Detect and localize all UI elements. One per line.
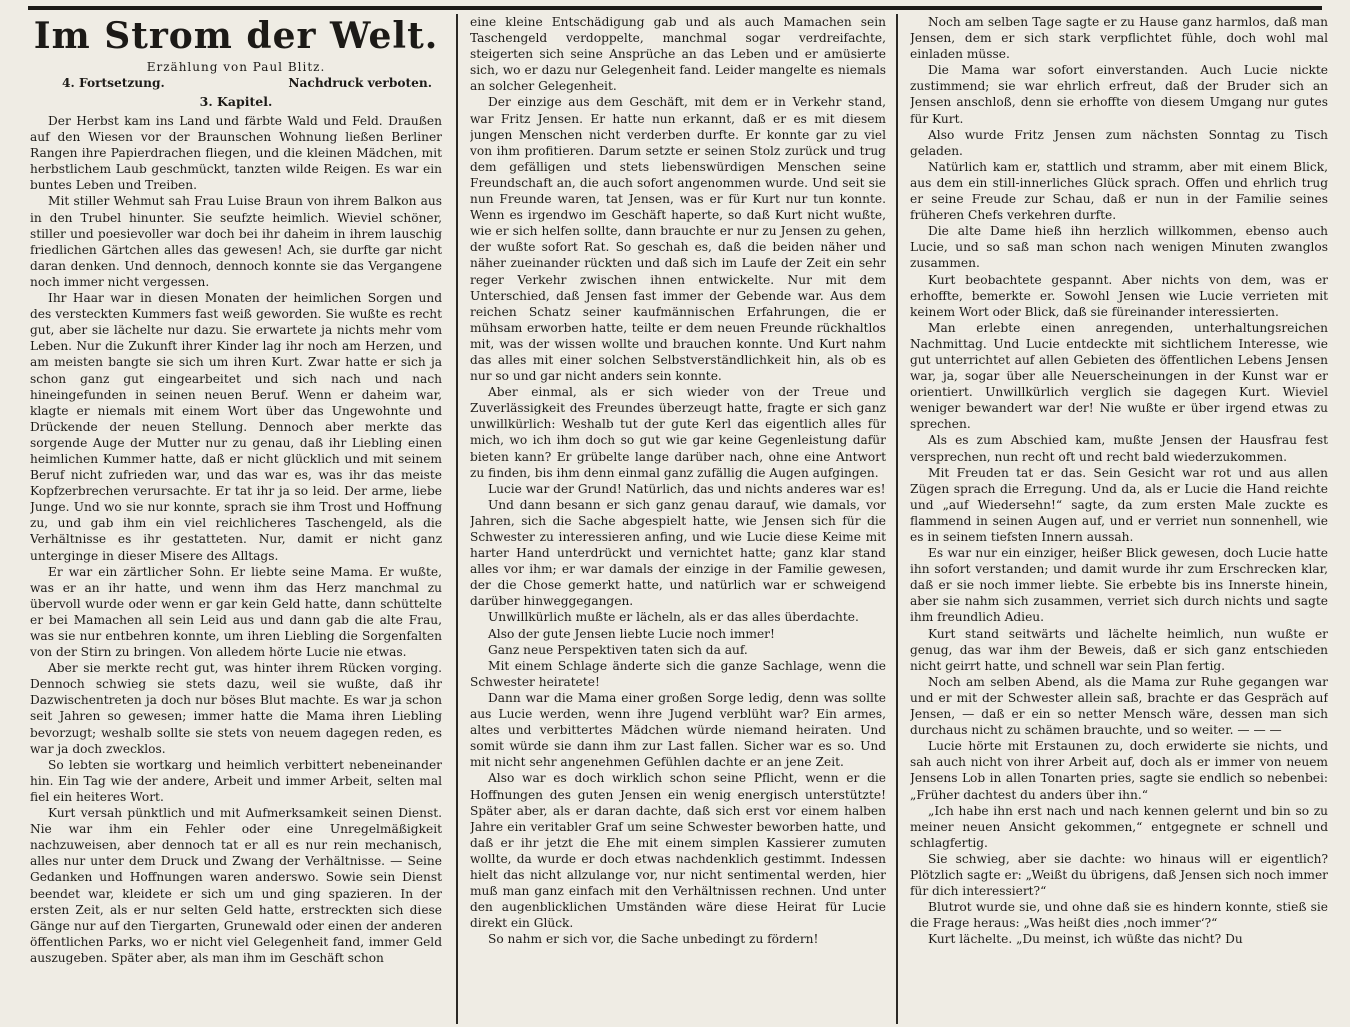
paragraph: So nahm er sich vor, die Sache unbedingt zu fördern! (488, 932, 819, 947)
paragraph: Die Mama war sofort einverstanden. Auch Lucie nickte zustimmend; sie war ehrlich erfreut, daß der Bruder sich an Jensen anschloß, denn sie erhoffte von diesem Umgang nur gutes für Kurt. (910, 63, 1328, 126)
newspaper-page (30, 14, 1330, 1024)
paragraph: Also der gute Jensen liebte Lucie noch immer! (488, 626, 775, 641)
paragraph: Natürlich kam er, stattlich und stramm, aber mit einem Blick, aus dem ein still-innerliches Glück sprach. Offen und ehrlich trug er seine Freude zur Schau, daß er nun in der Familie seines früheren Chefs verkehren durfte. (910, 159, 1328, 223)
paragraph: Sie schwieg, aber sie dachte: wo hinaus will er eigentlich? Plötzlich sagte er: „Weißt du übrigens, daß Jensen sich noch immer für dich interessiert?“ (910, 851, 1328, 899)
paragraph: Der einzige aus dem Geschäft, mit dem er in Verkehr stand, war Fritz Jensen. Er hatte nun erkannt, daß er es mit diesem jungen Menschen nicht verderben durfte. Er konnte gar zu viel von ihm profitieren. Darum setzte er seinen Stolz zurück und trug dem gefälligen und stets liebenswürdigen Menschen seine Freundschaft an, die auch sofort angenommen wurde. Und seit sie nun Freunde waren, tat Jensen, was er für Kurt nur tun konnte. Wenn es irgendwo im Geschäft haperte, so daß Kurt nicht wußte, wie er sich helfen sollte, dann brauchte er nur zu Jensen zu gehen, der wußte sofort Rat. So geschah es, daß die beiden näher und näher zueinander rückten und daß sich im Laufe der Zeit ein sehr reger Verkehr zwischen ihnen entwickelte. Nur mit dem Unterschied, daß Jensen fast immer der Gebende war. Aus dem reichen Schatz seiner kaufmännischen Erfahrungen, die er mühsam erworben hatte, teilte er dem neuen Freunde rückhaltlos mit, was der wissen wollte und brauchen konnte. Und Kurt nahm das alles mit einer solchen Selbstverständlichkeit hin, als ob es nur so und gar nicht anders sein konnte. (470, 95, 886, 384)
paragraph: Kurt beobachtete gespannt. Aber nichts von dem, was er erhoffte, bemerkte er. Sowohl Jensen wie Lucie verrieten mit keinem Wort oder Blick, daß sie füreinander interessierten. (910, 272, 1328, 319)
paragraph: Dann war die Mama einer großen Sorge ledig, denn was sollte aus Lucie werden, wenn ihre Jugend verblüht war? Ein armes, altes und verbittertes Mädchen würde niemand heiraten. Und somit würde sie dann ihm zur Last fallen. Sicher war es so. Und mit nicht sehr angenehmen Gefühlen dachte er an jene Zeit. (470, 690, 886, 770)
paragraph: Lucie war der Grund! Natürlich, das und nichts anderes war es! (488, 481, 886, 496)
paragraph: „Ich habe ihn erst nach und nach kennen gelernt und bin so zu meiner neuen Ansicht gekommen,“ entgegnete er schnell und schlagfertig. (910, 803, 1328, 850)
paragraph: Mit stiller Wehmut sah Frau Luise Braun von ihrem Balkon aus in den Trubel hinunter. Sie seufzte heimlich. Wieviel schöner, stiller und poesievoller war doch bei ihr daheim in ihrem lauschig friedlichen Gärtchen alles das gewesen! Ach, sie durfte gar nicht daran denken. Und dennoch, dennoch konnte sie das Vergangene noch immer nicht vergessen. (30, 194, 442, 289)
paragraph: Also wurde Fritz Jensen zum nächsten Sonntag zu Tisch geladen. (910, 127, 1328, 158)
article-meta (30, 75, 442, 91)
paragraph: Noch am selben Abend, als die Mama zur Ruhe gegangen war und er mit der Schwester allein saß, brachte er das Gespräch auf Jensen, — daß er ein so netter Mensch wäre, dessen man sich durchaus nicht zu schämen brauchte, und so weiter. — — — (910, 674, 1328, 738)
paragraph: Kurt lächelte. „Du meinst, ich wüßte das nicht? Du (928, 932, 1243, 947)
rights-notice: Nachdruck verboten. (288, 76, 432, 90)
paragraph: Ihr Haar war in diesen Monaten der heimlichen Sorgen und des versteckten Kummers fast weiß geworden. Sie wußte es recht gut, aber sie lächelte nur dazu. Sie erwartete ja nichts mehr vom Leben. Nur die Zukunft ihrer Kinder lag ihr noch am Herzen, und am meisten bangte sie sich um ihren Kurt. Zwar hatte er sich ja schon ganz gut eingearbeitet und sich nach und nach hineingefunden in seinen neuen Beruf. Wenn er daheim war, klagte er niemals mit einem Wort über das Ungewohnte und Drückende der neuen Stellung. Dennoch aber merkte das sorgende Auge der Mutter nur zu genau, daß ihr Liebling einen heimlichen Kummer hatte, daß er nicht glücklich und mit seinem Beruf nicht zufrieden war, und das war es, was ihr das meiste Kopfzerbrechen verursachte. Er tat ihr ja so leid. Der arme, liebe Junge. Und wo sie nur konnte, sprach sie ihm Trost und Hoffnung zu, und gab ihm ein viel reichlicheres Taschengeld, als die Verhältnisse es ihr gestatteten. Nur, damit er nicht ganz unterginge in dieser Misere des Alltags. (30, 291, 442, 563)
paragraph: Kurt versah pünktlich und mit Aufmerksamkeit seinen Dienst. Nie war ihm ein Fehler oder eine Unregelmäßigkeit nachzuweisen, aber dennoch tat er all es nur rein mechanisch, alles nur unter dem Druck und Zwang der Verhältnisse. — Seine Gedanken und Hoffnungen waren anderswo. Sowie sein Dienst beendet war, kleidete er sich um und ging spazieren. In der ersten Zeit, als er nur selten Geld hatte, erstreckten sich diese Gänge nur auf den Tiergarten, Grunewald oder einen der anderen öffentlichen Parks, wo er nicht viel Gelegenheit fand, immer Geld auszugeben. Später aber, als man ihm im Geschäft schon (30, 806, 442, 965)
column-2 (470, 14, 886, 1022)
paragraph: Mit Freuden tat er das. Sein Gesicht war rot und aus allen Zügen sprach die Erregung. Und da, als er Lucie die Hand reichte und „auf Wiedersehn!“ sagte, da zum ersten Male zuckte es flammend in seinen Augen auf, und er verriet nun sonnenhell, wie es in seinem tiefsten Innern aussah. (910, 465, 1328, 544)
installment-label: 4. Fortsetzung. (62, 76, 165, 90)
paragraph: Die alte Dame hieß ihn herzlich willkommen, ebenso auch Lucie, und so saß man schon nach wenigen Minuten zwanglos zusammen. (910, 224, 1328, 271)
paragraph: So lebten sie wortkarg und heimlich verbittert nebeneinander hin. Ein Tag wie der andere, Arbeit und immer Arbeit, selten mal fiel ein heiteres Wort. (30, 757, 442, 804)
column-1 (30, 14, 442, 1022)
paragraph: Er war ein zärtlicher Sohn. Er liebte seine Mama. Er wußte, was er an ihr hatte, und wenn ihm das Herz manchmal zu übervoll wurde oder wenn er gar kein Geld hatte, dann schüttelte er bei Mamachen all sein Leid aus und dann gab die alte Frau, was sie nur entbehren konnte, um ihren Liebling die Sorgenfalten von der Stirn zu bringen. Von alledem hörte Lucie nie etwas. (30, 564, 442, 660)
paragraph: Man erlebte einen anregenden, unterhaltungsreichen Nachmittag. Und Lucie entdeckte mit sichtlichem Interesse, wie gut unterrichtet auf allen Gebieten des öffentlichen Lebens Jensen war, ja, sogar über alle Neuerscheinungen in der Kunst war er orientiert. Unwillkürlich verglich sie dagegen Kurt. Wieviel weniger bewandert war der! Nie wußte er über irgend etwas zu sprechen. (910, 320, 1328, 432)
paragraph: Aber einmal, als er sich wieder von der Treue und Zuverlässigkeit des Freundes überzeugt hatte, fragte er sich ganz unwillkürlich: Weshalb tut der gute Kerl das eigentlich alles für mich, wo ich ihm doch so gut wie gar keine Gegenleistung dafür bieten kann? Er grübelte lange darüber nach, ohne eine Antwort zu finden, bis ihm denn einmal ganz zufällig die Augen aufgingen. (470, 385, 886, 480)
paragraph: Unwillkürlich mußte er lächeln, als er das alles überdachte. (488, 610, 859, 625)
column-rule (456, 14, 458, 1024)
article-subtitle: Erzählung von Paul Blitz. (146, 60, 326, 74)
paragraph: Also war es doch wirklich schon seine Pflicht, wenn er die Hoffnungen des guten Jensen ein wenig energisch unterstützte! Später aber, als er daran dachte, daß sich erst vor einem halben Jahre ein veritabler Graf um seine Schwester beworben hatte, und daß er ihr jetzt die Ehe mit einem simplen Kassierer zumuten wollte, da wurde er doch etwas nachdenklich gestimmt. Indessen hielt das nicht allzulange vor, nur nicht sentimental werden, hier muß man ganz einfach mit den Verhältnissen rechnen. Und unter den augenblicklichen Umständen wäre diese Heirat für Lucie direkt ein Glück. (470, 771, 886, 931)
paragraph: Mit einem Schlage änderte sich die ganze Sachlage, wenn die Schwester heiratete! (470, 658, 886, 689)
paragraph: Als es zum Abschied kam, mußte Jensen der Hausfrau fest versprechen, nun recht oft und recht bald wiederzukommen. (910, 433, 1328, 464)
paragraph: Und dann besann er sich ganz genau darauf, wie damals, vor Jahren, sich die Sache abgespielt hatte, wie Jensen sich für die Schwester zu interessieren anfing, und wie Lucie diese Keime mit harter Hand unterdrückt und vernichtet hatte; ganz klar stand alles vor ihm; er war damals der einzige in der Familie gewesen, der die Chose gemerkt hatte, und natürlich war er schweigend darüber hinweggegangen. (470, 497, 886, 609)
paragraph: Blutrot wurde sie, und ohne daß sie es hindern konnte, stieß sie die Frage heraus: „Was heißt dies ,noch immer‘?“ (910, 900, 1328, 931)
paragraph: Lucie hörte mit Erstaunen zu, doch erwiderte sie nichts, und sah auch nicht von ihrer Arbeit auf, doch als er immer von neuem Jensens Lob in allen Tonarten pries, sagte sie endlich so nebenbei: „Früher dachtest du anders über ihn.“ (910, 739, 1328, 802)
chapter-heading: 3. Kapitel. (199, 94, 273, 109)
paragraph: Aber sie merkte recht gut, was hinter ihrem Rücken vorging. Dennoch schwieg sie stets dazu, weil sie wußte, daß ihr Dazwischentreten ja doch nur böses Blut machte. Es war ja schon seit Jahren so gewesen; immer hatte die Mama ihren Liebling bevorzugt; weshalb sollte sie stets von neuem dagegen reden, es war ja doch zwecklos. (30, 661, 442, 756)
article-title: Im Strom der Welt. (33, 15, 439, 57)
paragraph: Kurt stand seitwärts und lächelte heimlich, nun wußte er genug, das war ihm der Beweis, daß er sich ganz entschieden nicht geirrt hatte, und schnell war sein Plan fertig. (910, 626, 1328, 673)
paragraph: Noch am selben Tage sagte er zu Hause ganz harmlos, daß man Jensen, dem er sich stark verpflichtet fühle, doch wohl mal einladen müsse. (910, 15, 1328, 62)
column-rule (896, 14, 898, 1024)
paragraph: Ganz neue Perspektiven taten sich da auf. (488, 642, 748, 657)
paragraph: Der Herbst kam ins Land und färbte Wald und Feld. Draußen auf den Wiesen vor der Braunschen Wohnung ließen Berliner Rangen ihre Papierdrachen fliegen, und die kleinen Mädchen, mit herbstlichem Laub geschmückt, tanzten wilde Reigen. Es war ein buntes Leben und Treiben. (30, 114, 442, 193)
paragraph: eine kleine Entschädigung gab und als auch Mamachen sein Taschengeld verdoppelte, manchmal sogar verdreifachte, steigerten sich seine Ansprüche an das Leben und er amüsierte sich, wo er dazu nur Gelegenheit fand. Leider mangelte es niemals an solcher Gelegenheit. (470, 15, 886, 94)
column-3 (910, 14, 1328, 1022)
header-rule (28, 6, 1322, 10)
paragraph: Es war nur ein einziger, heißer Blick gewesen, doch Lucie hatte ihn sofort verstanden; und damit wurde ihr zum Erschrecken klar, daß er sie noch immer liebte. Sie erbebte bis ins Innerste hinein, aber sie nahm sich zusammen, verriet sich durch nichts und sagte ihm freundlich Adieu. (910, 546, 1328, 625)
